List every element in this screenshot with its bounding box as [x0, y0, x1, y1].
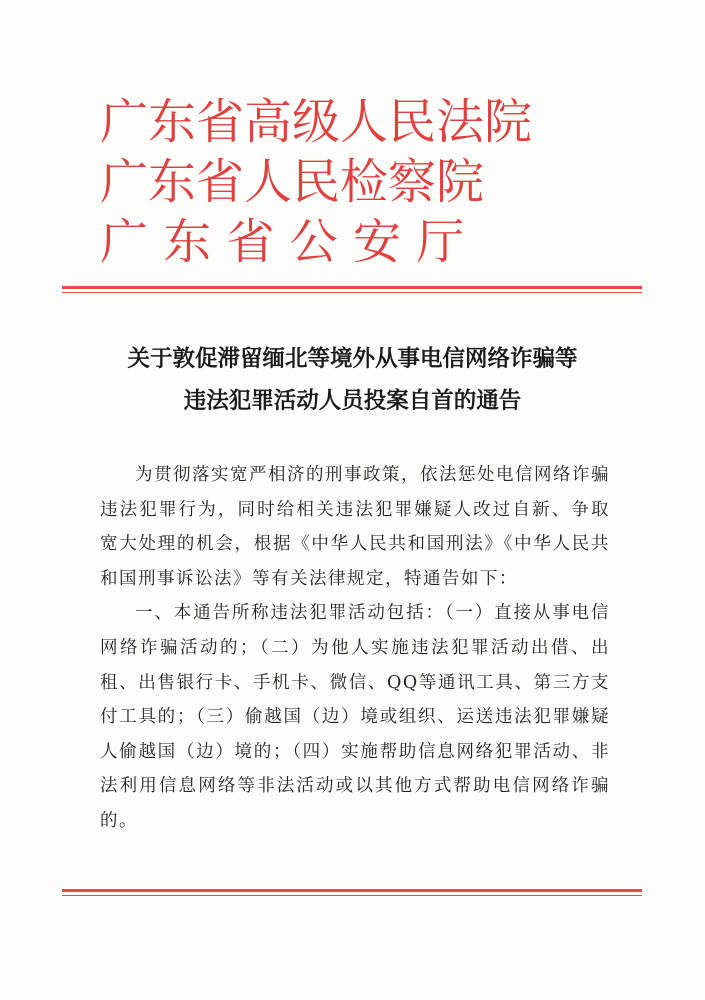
footer-divider-thin — [62, 895, 642, 896]
issuer-public-security: 广 东 省 公 安 厅 — [100, 214, 465, 270]
document-body — [100, 458, 610, 839]
footer-divider-thick — [62, 889, 642, 892]
paragraph-preamble: 为贯彻落实宽严相济的刑事政策，依法惩处电信网络诈骗违法犯罪行为，同时给相关违法犯罪嫌疑人改过自新、争取宽大处理的机会，根据《中华人民共和国刑法》《中华人民共和国刑事诉讼法》等有关法律规定，特通告如下： — [100, 465, 610, 589]
header-divider — [62, 286, 642, 293]
issuer-header — [100, 92, 580, 272]
issuer-high-court: 广东省高级人民法院 — [100, 94, 533, 150]
header-divider-thick — [62, 286, 642, 289]
issuer-procuratorate: 广东省人民检察院 — [100, 154, 485, 210]
header-divider-thin — [62, 292, 642, 293]
paragraph-article-one: 一、本通告所称违法犯罪活动包括：（一）直接从事电信网络诈骗活动的；（二）为他人实施违法犯罪活动出借、出租、出售银行卡、手机卡、微信、QQ等通讯工具、第三方支付工具的；（三）偷越国（边）境或组织、运送违法犯罪嫌疑人偷越国（边）境的；（四）实施帮助信息网络犯罪活动、非法利用信息网络等非法活动或以其他方式帮助电信网络诈骗的。 — [100, 603, 610, 831]
document-title — [40, 338, 665, 422]
title-line-2: 违法犯罪活动人员投案自首的通告 — [183, 388, 522, 414]
title-line-1: 关于敦促滞留缅北等境外从事电信网络诈骗等 — [127, 346, 578, 372]
footer-divider — [62, 889, 642, 896]
